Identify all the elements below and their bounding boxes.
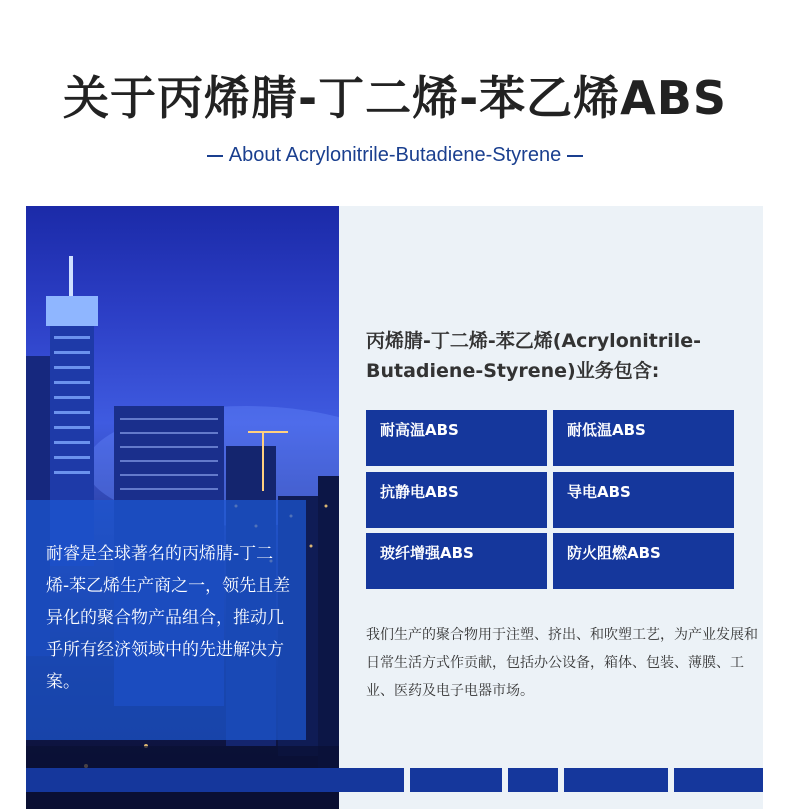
product-low-temp-abs[interactable]: 耐低温ABS: [553, 410, 734, 466]
subtitle-text: About Acrylonitrile-Butadiene-Styrene: [228, 144, 562, 166]
page-subtitle: [0, 140, 790, 170]
footer-bar-4: [564, 768, 668, 792]
page-title: 关于丙烯腈-丁二烯-苯乙烯ABS: [63, 71, 727, 125]
applications-description: 我们生产的聚合物用于注塑、挤出、和吹塑工艺，为产业发展和日常生活方式作贡献，包括办公设备，箱体、包装、薄膜、工业、医药及电子电器市场。: [366, 627, 758, 699]
product-conductive-abs[interactable]: 导电ABS: [553, 472, 734, 528]
footer-bar-3: [508, 768, 558, 792]
product-flame-retardant-abs[interactable]: 防火阻燃ABS: [553, 533, 734, 589]
business-heading: 丙烯腈-丁二烯-苯乙烯(Acrylonitrile-Butadiene-Styrene)业务包含:: [366, 330, 702, 382]
intro-overlay: [26, 500, 306, 740]
product-antistatic-abs[interactable]: 抗静电ABS: [366, 472, 547, 528]
footer-bar-2: [410, 768, 502, 792]
subtitle-dash-left: [207, 155, 223, 157]
product-glass-fiber-abs[interactable]: 玻纤增强ABS: [366, 533, 547, 589]
footer-bar-5: [674, 768, 763, 792]
product-heat-resistant-abs[interactable]: 耐高温ABS: [366, 410, 547, 466]
subtitle-dash-right: [567, 155, 583, 157]
intro-text: 耐睿是全球著名的丙烯腈-丁二烯-苯乙烯生产商之一，领先且差异化的聚合物产品组合，推动几乎所有经济领域中的先进解决方案。: [46, 544, 291, 692]
footer-bar-1: [26, 768, 404, 792]
